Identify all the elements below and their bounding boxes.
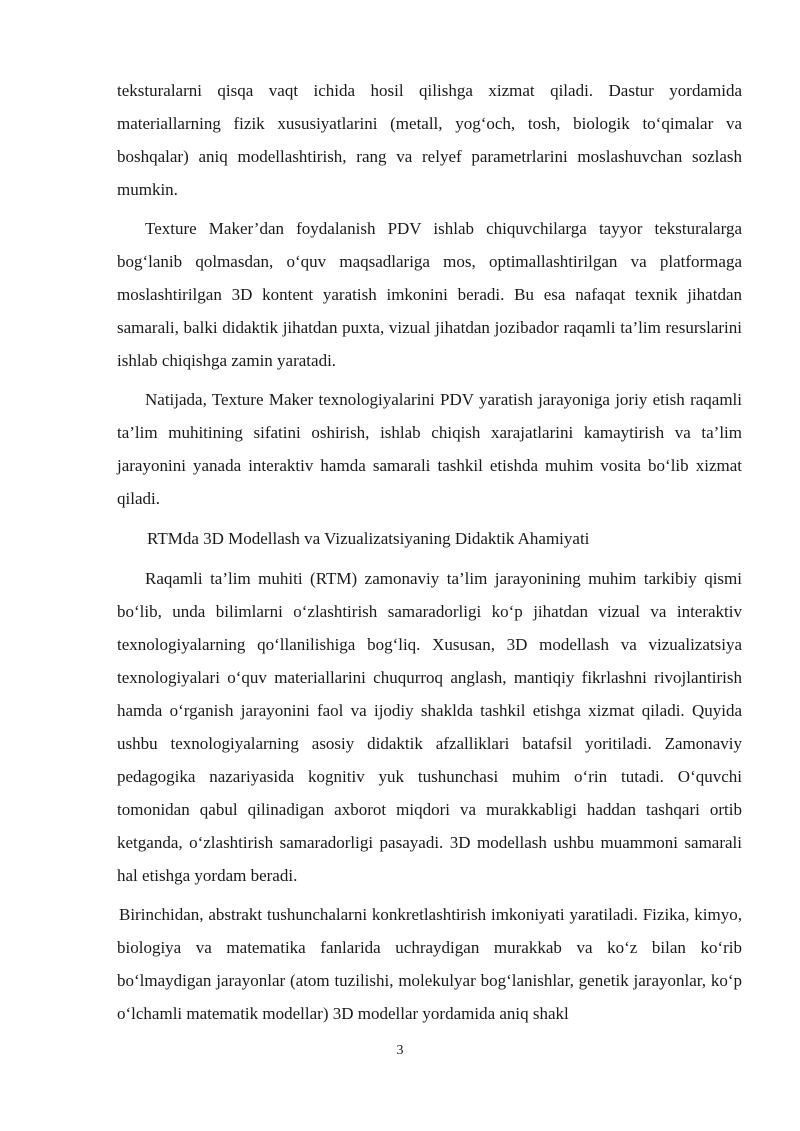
paragraph-1: teksturalarni qisqa vaqt ichida hosil qilishga xizmat qiladi. Dastur yordamida materiallarning fizik xususiyatlarini (metall, yog‘och, tosh, biologik to‘qimalar va boshqalar) aniq modellashtirish, rang va relyef parametrlarini moslashuvchan sozlash mumkin. [117, 81, 742, 199]
paragraph-3: Natijada, Texture Maker texnologiyalarini PDV yaratish jarayoniga joriy etish raqamli ta’lim muhitining sifatini oshirish, ishlab chiqish xarajatlarini kamaytirish va ta’lim jarayonini yanada interaktiv hamda samarali tashkil etishda muhim vosita bo‘lib xizmat qiladi. [117, 390, 742, 508]
document-body [117, 74, 742, 1030]
paragraph-2: Texture Maker’dan foydalanish PDV ishlab chiquvchilarga tayyor teksturalarga bog‘lanib qolmasdan, o‘quv maqsadlariga mos, optimallashtirilgan va platformaga moslashtirilgan 3D kontent yaratish imkonini beradi. Bu esa nafaqat texnik jihatdan samarali, balki didaktik jihatdan puxta, vizual jihatdan jozibador raqamli ta’lim resurslarini ishlab chiqishga zamin yaratadi. [117, 219, 742, 370]
paragraph-5: Birinchidan, abstrakt tushunchalarni konkretlashtirish imkoniyati yaratiladi. Fizika, kimyo, biologiya va matematika fanlarida uchraydigan murakkab va ko‘z bilan ko‘rib bo‘lmaydigan jarayonlar (atom tuzilishi, molekulyar bog‘lanishlar, genetik jarayonlar, ko‘p o‘lchamli matematik modellar) 3D modellar yordamida aniq shakl [117, 905, 742, 1023]
section-heading: RTMda 3D Modellash va Vizualizatsiyaning Didaktik Ahamiyati [147, 529, 590, 548]
paragraph-4: Raqamli ta’lim muhiti (RTM) zamonaviy ta’lim jarayonining muhim tarkibiy qismi bo‘lib, unda bilimlarni o‘zlashtirish samaradorligi ko‘p jihatdan vizual va interaktiv texnologiyalarning qo‘llanilishiga bog‘liq. Xususan, 3D modellash va vizualizatsiya texnologiyalari o‘quv materiallarini chuqurroq anglash, mantiqiy fikrlashni rivojlantirish hamda o‘rganish jarayonini faol va ijodiy shaklda tashkil etishga xizmat qiladi. Quyida ushbu texnologiyalarning asosiy didaktik afzalliklari batafsil yoritiladi. Zamonaviy pedagogika nazariyasida kognitiv yuk tushunchasi muhim o‘rin tutadi. O‘quvchi tomonidan qabul qilinadigan axborot miqdori va murakkabligi haddan tashqari ortib ketganda, o‘zlashtirish samaradorligi pasayadi. 3D modellash ushbu muammoni samarali hal etishga yordam beradi. [117, 569, 742, 885]
page-number: 3 [396, 1043, 404, 1058]
